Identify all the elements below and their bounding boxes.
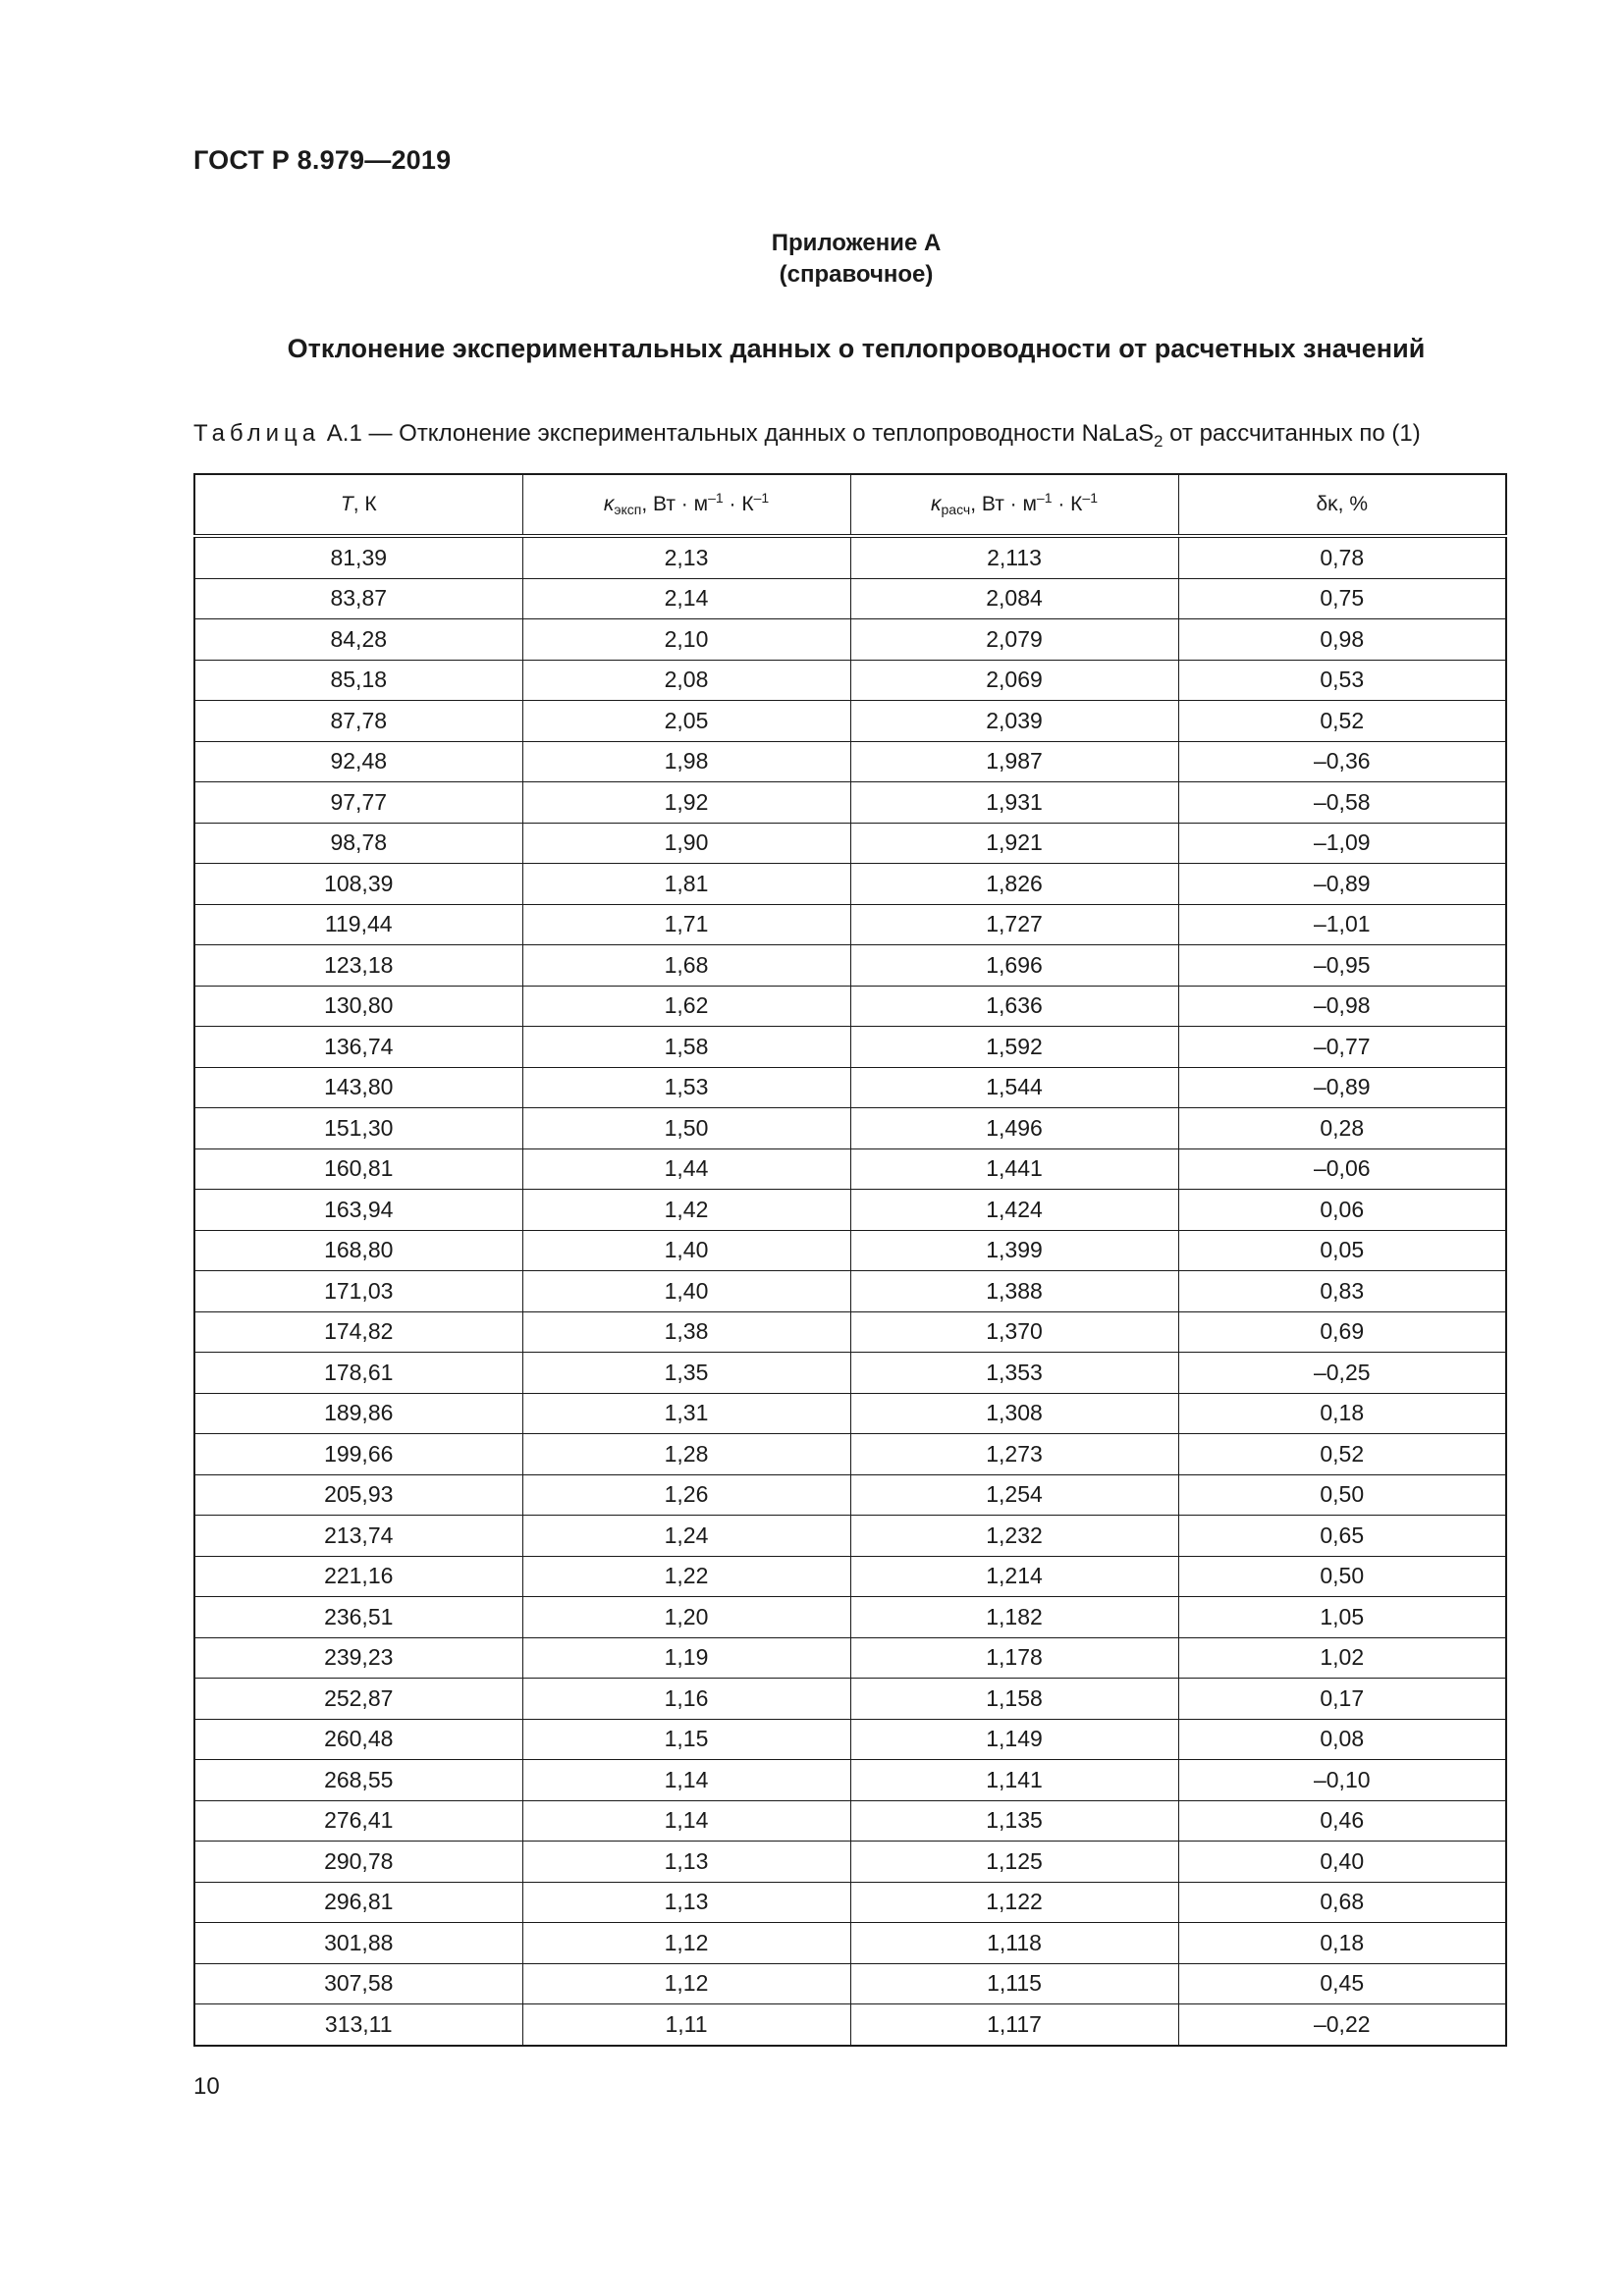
cell-temperature: 296,81 [194,1882,522,1923]
table-row [194,660,1506,701]
cell-temperature: 301,88 [194,1923,522,1964]
cell-k-calc: 1,214 [850,1556,1178,1597]
cell-deviation: 0,78 [1178,536,1506,578]
header-k-calc-subscript: расч [941,502,971,517]
table-row [194,578,1506,619]
header-temperature-symbol: T [340,493,353,515]
table-row [194,1067,1506,1108]
cell-temperature: 268,55 [194,1760,522,1801]
table-body [194,536,1506,2046]
table-row [194,1148,1506,1190]
table-row [194,1923,1506,1964]
cell-k-calc: 1,135 [850,1800,1178,1842]
table-row [194,1882,1506,1923]
cell-deviation: 0,52 [1178,701,1506,742]
table-caption-subscript: 2 [1153,432,1164,451]
cell-deviation: 0,08 [1178,1719,1506,1760]
table-row [194,1597,1506,1638]
cell-deviation: 0,98 [1178,619,1506,661]
cell-temperature: 189,86 [194,1393,522,1434]
cell-deviation: –0,58 [1178,782,1506,824]
table-row [194,945,1506,987]
table-row [194,1556,1506,1597]
cell-temperature: 84,28 [194,619,522,661]
cell-k-exp: 1,58 [522,1027,850,1068]
table-row [194,1353,1506,1394]
cell-temperature: 178,61 [194,1353,522,1394]
cell-k-exp: 1,13 [522,1882,850,1923]
header-k-exp-symbol: κ [603,493,615,515]
header-k-calc-unit: , Вт · м [970,493,1037,515]
cell-deviation: –0,95 [1178,945,1506,987]
cell-deviation: –1,01 [1178,904,1506,945]
cell-temperature: 97,77 [194,782,522,824]
cell-k-exp: 2,08 [522,660,850,701]
cell-deviation: –0,06 [1178,1148,1506,1190]
table-row [194,536,1506,578]
table-row [194,986,1506,1027]
table-row [194,1760,1506,1801]
cell-k-calc: 1,388 [850,1271,1178,1312]
cell-k-exp: 1,14 [522,1760,850,1801]
cell-k-calc: 1,158 [850,1679,1178,1720]
cell-temperature: 98,78 [194,823,522,864]
cell-temperature: 313,11 [194,2004,522,2046]
cell-temperature: 205,93 [194,1474,522,1516]
cell-k-exp: 1,35 [522,1353,850,1394]
table-row [194,701,1506,742]
cell-k-exp: 1,15 [522,1719,850,1760]
cell-k-calc: 1,424 [850,1190,1178,1231]
cell-temperature: 92,48 [194,741,522,782]
table-header-row [194,474,1506,536]
section-title-text: Отклонение экспериментальных данных о теплопроводности от расчетных значений [287,334,1426,363]
header-k-exp-unit: , Вт · м [641,493,709,515]
cell-deviation: 0,17 [1178,1679,1506,1720]
cell-deviation: 0,68 [1178,1882,1506,1923]
cell-deviation: 0,50 [1178,1556,1506,1597]
cell-k-calc: 1,826 [850,864,1178,905]
header-k-exp-exponent-b: –1 [753,490,770,506]
table-row [194,864,1506,905]
cell-k-calc: 2,113 [850,536,1178,578]
cell-k-calc: 1,178 [850,1637,1178,1679]
cell-temperature: 160,81 [194,1148,522,1190]
cell-k-calc: 1,122 [850,1882,1178,1923]
cell-k-exp: 1,90 [522,823,850,864]
cell-temperature: 168,80 [194,1230,522,1271]
annex-title: Приложение А [771,230,942,256]
cell-k-calc: 1,125 [850,1842,1178,1883]
cell-k-exp: 1,20 [522,1597,850,1638]
cell-temperature: 260,48 [194,1719,522,1760]
cell-deviation: 0,50 [1178,1474,1506,1516]
cell-deviation: 1,02 [1178,1637,1506,1679]
cell-temperature: 119,44 [194,904,522,945]
cell-temperature: 174,82 [194,1311,522,1353]
cell-k-calc: 1,987 [850,741,1178,782]
cell-k-calc: 2,084 [850,578,1178,619]
cell-deviation: –0,10 [1178,1760,1506,1801]
cell-k-calc: 2,079 [850,619,1178,661]
cell-k-exp: 1,26 [522,1474,850,1516]
table-row [194,1719,1506,1760]
header-k-calc-exponent-b: –1 [1082,490,1098,506]
table-row [194,1474,1506,1516]
annex-heading [0,228,1624,291]
table-row [194,1190,1506,1231]
cell-k-exp: 1,19 [522,1637,850,1679]
table-row [194,1108,1506,1149]
cell-temperature: 236,51 [194,1597,522,1638]
cell-deviation: 0,75 [1178,578,1506,619]
cell-temperature: 290,78 [194,1842,522,1883]
cell-temperature: 307,58 [194,1963,522,2004]
cell-k-exp: 1,92 [522,782,850,824]
cell-k-exp: 1,28 [522,1434,850,1475]
cell-k-exp: 1,40 [522,1230,850,1271]
cell-k-exp: 2,14 [522,578,850,619]
cell-temperature: 143,80 [194,1067,522,1108]
table-row [194,1311,1506,1353]
cell-k-calc: 1,370 [850,1311,1178,1353]
cell-k-exp: 1,22 [522,1556,850,1597]
table-row [194,1027,1506,1068]
table-row [194,782,1506,824]
table-caption-text-end: от рассчитанных по (1) [1163,420,1421,447]
cell-k-exp: 1,71 [522,904,850,945]
cell-temperature: 276,41 [194,1800,522,1842]
cell-k-exp: 1,98 [522,741,850,782]
cell-k-calc: 1,592 [850,1027,1178,1068]
cell-k-calc: 1,182 [850,1597,1178,1638]
cell-deviation: 0,18 [1178,1393,1506,1434]
cell-k-calc: 1,149 [850,1719,1178,1760]
cell-deviation: –0,25 [1178,1353,1506,1394]
cell-temperature: 85,18 [194,660,522,701]
table-row [194,1637,1506,1679]
table-row [194,1393,1506,1434]
cell-deviation: 0,53 [1178,660,1506,701]
header-deviation-symbol: δκ [1316,493,1338,515]
table-row [194,1271,1506,1312]
cell-deviation: 0,18 [1178,1923,1506,1964]
cell-temperature: 252,87 [194,1679,522,1720]
cell-k-calc: 1,141 [850,1760,1178,1801]
cell-k-calc: 1,353 [850,1353,1178,1394]
cell-k-exp: 1,31 [522,1393,850,1434]
cell-k-exp: 1,13 [522,1842,850,1883]
cell-temperature: 83,87 [194,578,522,619]
cell-temperature: 199,66 [194,1434,522,1475]
cell-deviation: 0,65 [1178,1516,1506,1557]
table-row [194,1434,1506,1475]
table-row [194,904,1506,945]
cell-k-calc: 1,399 [850,1230,1178,1271]
cell-k-calc: 1,254 [850,1474,1178,1516]
header-k-exp [522,474,850,536]
cell-temperature: 108,39 [194,864,522,905]
cell-k-exp: 1,40 [522,1271,850,1312]
header-k-calc-unit-b: · К [1052,493,1083,515]
cell-k-exp: 2,05 [522,701,850,742]
cell-deviation: –0,77 [1178,1027,1506,1068]
cell-k-calc: 1,921 [850,823,1178,864]
header-k-calc [850,474,1178,536]
cell-deviation: 0,83 [1178,1271,1506,1312]
cell-k-exp: 1,11 [522,2004,850,2046]
cell-k-exp: 1,16 [522,1679,850,1720]
page-number: 10 [193,2073,220,2100]
data-table [193,473,1507,2047]
cell-deviation: 1,05 [1178,1597,1506,1638]
cell-temperature: 123,18 [194,945,522,987]
table-caption-label: Таблица [193,420,321,447]
cell-temperature: 239,23 [194,1637,522,1679]
cell-deviation: 0,52 [1178,1434,1506,1475]
annex-type: (справочное) [779,261,934,288]
table-row [194,823,1506,864]
cell-k-calc: 2,039 [850,701,1178,742]
cell-temperature: 136,74 [194,1027,522,1068]
cell-k-calc: 1,273 [850,1434,1178,1475]
cell-deviation: –0,98 [1178,986,1506,1027]
cell-deviation: 0,45 [1178,1963,1506,2004]
cell-k-calc: 1,308 [850,1393,1178,1434]
cell-k-calc: 1,636 [850,986,1178,1027]
table-row [194,1230,1506,1271]
section-title [0,334,1624,364]
cell-deviation: 0,06 [1178,1190,1506,1231]
cell-deviation: 0,69 [1178,1311,1506,1353]
cell-k-exp: 1,62 [522,986,850,1027]
cell-k-calc: 1,232 [850,1516,1178,1557]
cell-k-exp: 1,44 [522,1148,850,1190]
cell-k-exp: 1,14 [522,1800,850,1842]
cell-temperature: 221,16 [194,1556,522,1597]
header-deviation [1178,474,1506,536]
cell-k-calc: 1,115 [850,1963,1178,2004]
cell-deviation: 0,46 [1178,1800,1506,1842]
cell-deviation: –0,89 [1178,864,1506,905]
cell-temperature: 213,74 [194,1516,522,1557]
cell-k-calc: 1,117 [850,2004,1178,2046]
header-temperature-unit: , К [352,493,377,515]
table-row [194,741,1506,782]
cell-k-calc: 1,544 [850,1067,1178,1108]
cell-temperature: 81,39 [194,536,522,578]
cell-deviation: –0,36 [1178,741,1506,782]
cell-deviation: –0,89 [1178,1067,1506,1108]
table-row [194,1842,1506,1883]
cell-k-exp: 1,38 [522,1311,850,1353]
header-k-exp-subscript: эксп [614,502,642,517]
cell-k-exp: 1,68 [522,945,850,987]
cell-temperature: 87,78 [194,701,522,742]
cell-k-exp: 1,50 [522,1108,850,1149]
table-caption-text: — Отклонение экспериментальных данных о теплопроводности NaLaS [361,420,1154,447]
header-k-exp-unit-b: · К [723,493,754,515]
cell-k-calc: 1,496 [850,1108,1178,1149]
cell-deviation: –0,22 [1178,2004,1506,2046]
cell-temperature: 163,94 [194,1190,522,1231]
cell-deviation: 0,40 [1178,1842,1506,1883]
cell-k-exp: 1,42 [522,1190,850,1231]
cell-deviation: 0,28 [1178,1108,1506,1149]
header-k-calc-exponent: –1 [1036,490,1053,506]
table-row [194,1679,1506,1720]
cell-k-exp: 1,81 [522,864,850,905]
table-row [194,619,1506,661]
table-caption-number: А.1 [326,420,362,447]
cell-k-exp: 1,12 [522,1963,850,2004]
cell-deviation: 0,05 [1178,1230,1506,1271]
cell-k-calc: 2,069 [850,660,1178,701]
cell-k-calc: 1,931 [850,782,1178,824]
cell-k-exp: 2,13 [522,536,850,578]
table-row [194,1800,1506,1842]
table-caption [193,420,1421,451]
cell-k-exp: 1,12 [522,1923,850,1964]
table-row [194,1963,1506,2004]
header-deviation-unit: , % [1337,493,1369,515]
cell-k-calc: 1,441 [850,1148,1178,1190]
header-temperature [194,474,522,536]
header-k-exp-exponent: –1 [708,490,724,506]
cell-deviation: –1,09 [1178,823,1506,864]
cell-temperature: 151,30 [194,1108,522,1149]
cell-k-exp: 2,10 [522,619,850,661]
document-code: ГОСТ Р 8.979—2019 [193,145,452,175]
cell-temperature: 171,03 [194,1271,522,1312]
cell-k-exp: 1,24 [522,1516,850,1557]
cell-k-calc: 1,696 [850,945,1178,987]
cell-temperature: 130,80 [194,986,522,1027]
header-k-calc-symbol: κ [931,493,942,515]
table-row [194,1516,1506,1557]
cell-k-calc: 1,118 [850,1923,1178,1964]
cell-k-exp: 1,53 [522,1067,850,1108]
cell-k-calc: 1,727 [850,904,1178,945]
table-row [194,2004,1506,2046]
